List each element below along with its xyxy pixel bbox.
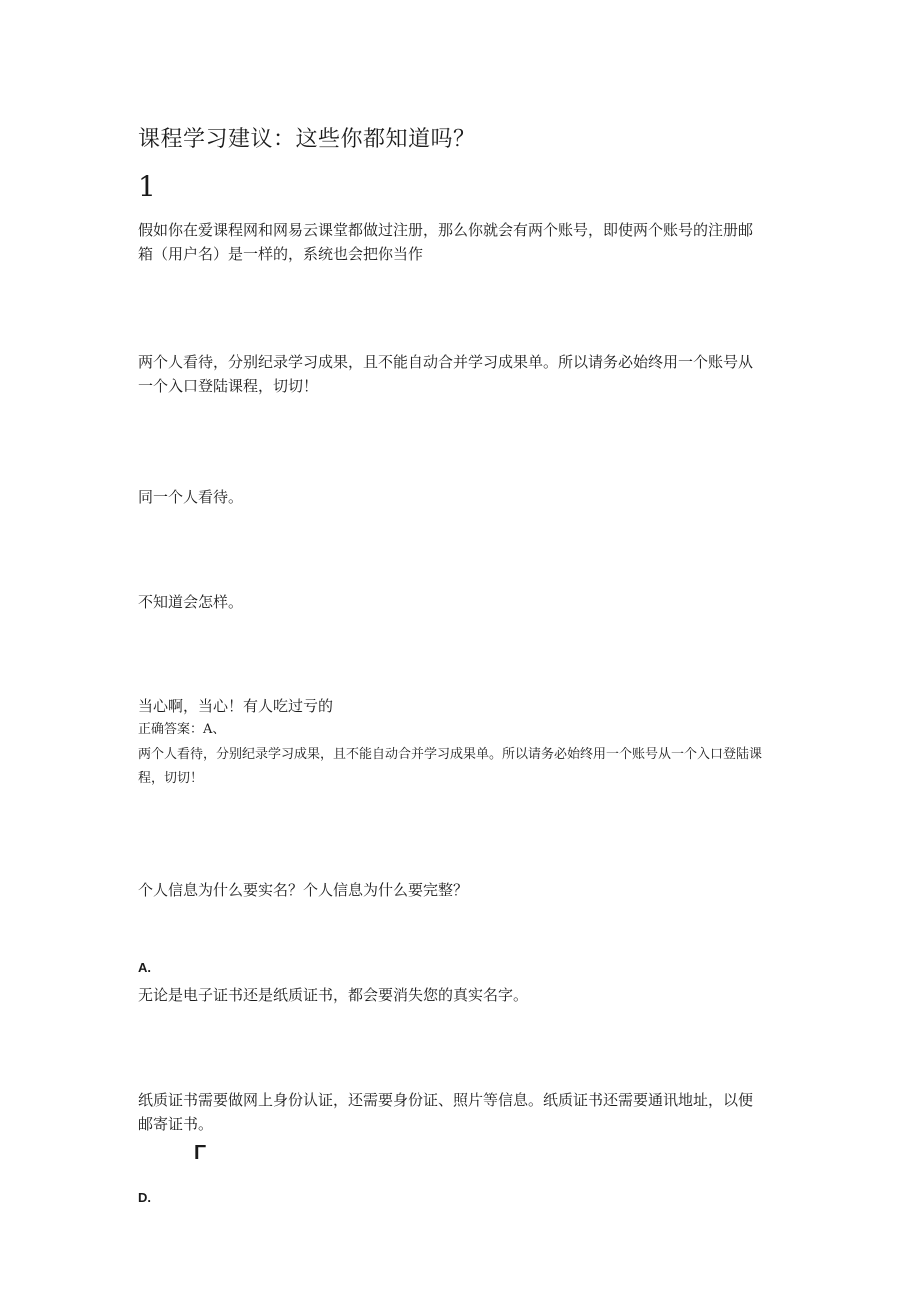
- option-text: 两个人看待，分别纪录学习成果，且不能自动合并学习成果单。所以请务必始终用一个账号从: [138, 353, 754, 371]
- answer-explanation: [138, 743, 762, 791]
- option-text: 邮寄证书。: [138, 1115, 214, 1133]
- option-b[interactable]: [138, 485, 243, 509]
- option-text: 当心啊，当心！有人吃过亏的: [138, 697, 334, 715]
- option-b[interactable]: [138, 1088, 753, 1136]
- page-title: 课程学习建议：这些你都知道吗？: [138, 127, 476, 152]
- option-a-text[interactable]: 无论是电子证书还是纸质证书，都会要消失您的真实名字。: [138, 986, 529, 1004]
- option-a-label[interactable]: A.: [138, 960, 151, 975]
- question-2-stem: 个人信息为什么要实名？个人信息为什么要完整？: [138, 881, 469, 899]
- question-stem-line: 箱（用户名）是一样的，系统也会把你当作: [138, 245, 424, 263]
- option-d-label[interactable]: D.: [138, 1190, 151, 1205]
- checkbox-icon[interactable]: Γ: [194, 1142, 207, 1164]
- option-text: 不知道会怎样。: [138, 593, 244, 611]
- question-number: 1: [138, 170, 156, 203]
- question-stem-line: 假如你在爱课程网和网易云课堂都做过注册，那么你就会有两个账号，即使两个账号的注册邮: [138, 221, 754, 239]
- option-d[interactable]: [138, 694, 333, 718]
- option-text: 纸质证书需要做网上身份认证，还需要身份证、照片等信息。纸质证书还需要通讯地址，以便: [138, 1091, 754, 1109]
- option-text: 同一个人看待。: [138, 488, 244, 506]
- option-c[interactable]: [138, 590, 243, 614]
- question-stem: [138, 218, 753, 266]
- correct-answer: 正确答案：A、: [138, 722, 226, 737]
- explanation-line: 两个人看待，分别纪录学习成果，且不能自动合并学习成果单。所以请务必始终用一个账号从一个入口登陆课: [138, 747, 763, 762]
- option-a[interactable]: [138, 350, 753, 398]
- option-text: 一个入口登陆课程，切切！: [138, 377, 319, 395]
- explanation-line: 程，切切！: [138, 771, 204, 786]
